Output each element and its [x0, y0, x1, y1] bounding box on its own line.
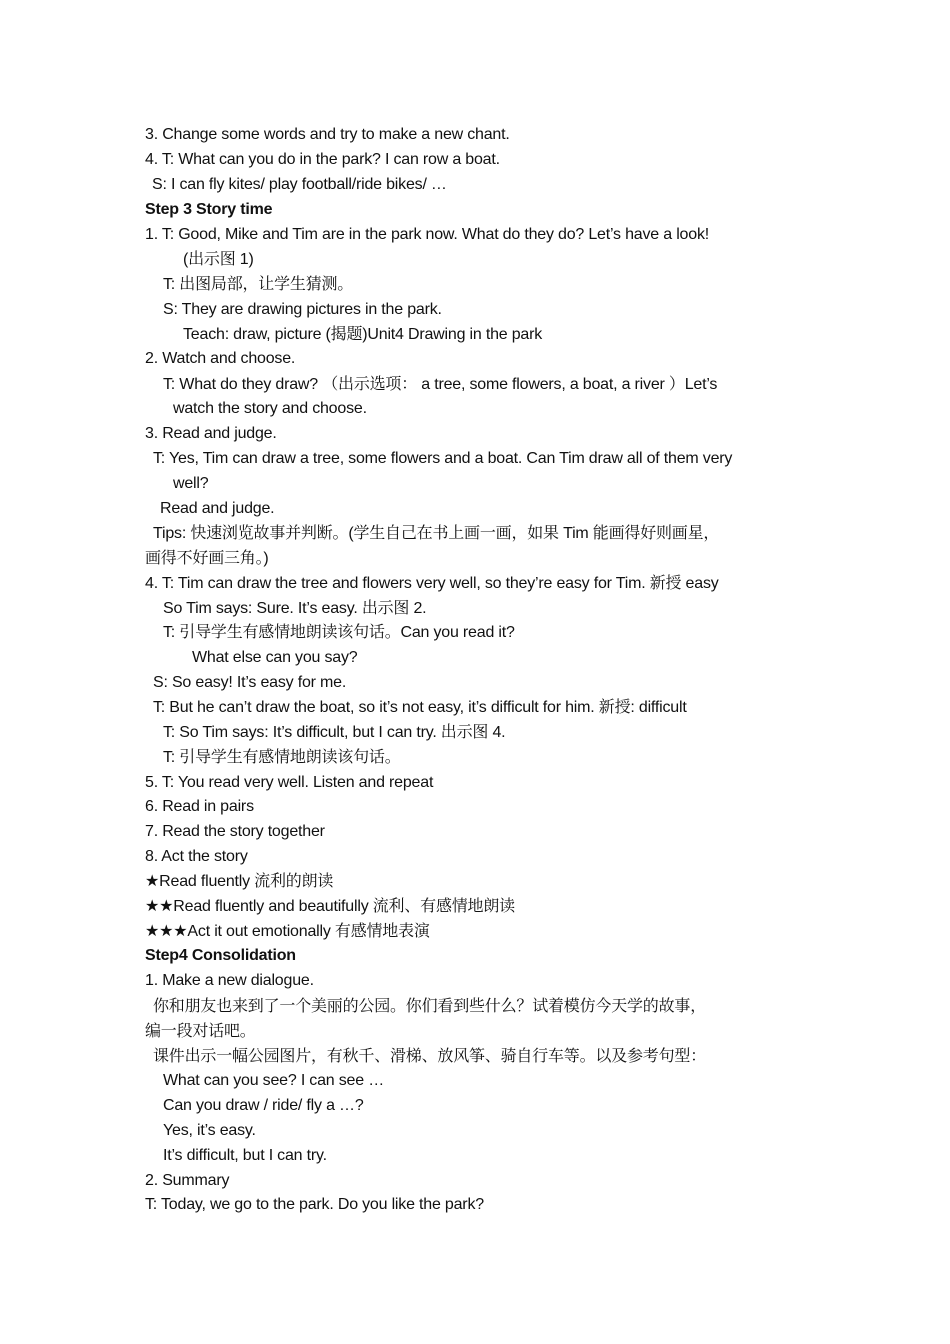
text-line: What can you see? I can see …: [163, 1072, 384, 1089]
text-line: 8. Act the story: [145, 848, 248, 865]
text-line: 1. Make a new dialogue.: [145, 972, 314, 989]
text-line: 3. Change some words and try to make a new chant.: [145, 126, 510, 143]
text-line: S: So easy! It’s easy for me.: [153, 674, 347, 691]
text-line: 课件出示一幅公园图片，有秋千、滑梯、放风筝、骑自行车等。以及参考句型：: [153, 1048, 707, 1065]
text-line: It’s difficult, but I can try.: [163, 1147, 327, 1164]
text-line: T: 引导学生有感情地朗读该句话。: [163, 749, 401, 766]
text-line: 画得不好画三角。): [145, 550, 269, 567]
section-heading: Step4 Consolidation: [145, 947, 296, 964]
text-line: 1. T: Good, Mike and Tim are in the park now. What do they do? Let’s have a look!: [145, 226, 709, 243]
text-line: 6. Read in pairs: [145, 798, 254, 815]
text-line: 5. T: You read very well. Listen and repeat: [145, 774, 434, 791]
text-line: Yes, it’s easy.: [163, 1122, 256, 1139]
text-line: 4. T: Tim can draw the tree and flowers very well, so they’re easy for Tim. 新授 easy: [145, 575, 719, 592]
text-line: Tips: 快速浏览故事并判断。(学生自己在书上画一画，如果 Tim 能画得好则画星，: [153, 525, 720, 542]
text-line: ★★★Act it out emotionally 有感情地表演: [145, 923, 430, 940]
text-line: So Tim says: Sure. It’s easy. 出示图 2.: [163, 600, 427, 617]
text-line: 4. T: What can you do in the park? I can row a boat.: [145, 151, 500, 168]
text-line: T: What do they draw? （出示选项： a tree, some flowers, a boat, a river ）Let’s: [163, 376, 718, 393]
text-line: 3. Read and judge.: [145, 425, 277, 442]
text-line: Read and judge.: [160, 500, 275, 517]
text-line: T: 引导学生有感情地朗读该句话。Can you read it?: [163, 624, 515, 641]
text-line: (出示图 1): [183, 251, 254, 268]
text-line: 你和朋友也来到了一个美丽的公园。你们看到些什么？试着模仿今天学的故事，: [153, 998, 707, 1015]
text-line: 编一段对话吧。: [145, 1023, 256, 1040]
text-line: 7. Read the story together: [145, 823, 325, 840]
text-line: What else can you say?: [192, 649, 358, 666]
text-line: T: 出图局部，让学生猜测。: [163, 276, 354, 293]
text-line: 2. Summary: [145, 1172, 230, 1189]
text-line: watch the story and choose.: [173, 400, 367, 417]
text-line: T: Today, we go to the park. Do you like the park?: [145, 1196, 484, 1213]
text-line: T: But he can’t draw the boat, so it’s not easy, it’s difficult for him. 新授: difficult: [153, 699, 687, 716]
text-line: S: I can fly kites/ play football/ride bikes/ …: [152, 176, 447, 193]
text-line: Can you draw / ride/ fly a …?: [163, 1097, 364, 1114]
text-line: ★★Read fluently and beautifully 流利、有感情地朗读: [145, 898, 515, 915]
text-line: 2. Watch and choose.: [145, 350, 296, 367]
text-line: S: They are drawing pictures in the park.: [163, 301, 442, 318]
section-heading: Step 3 Story time: [145, 201, 273, 218]
text-line: T: Yes, Tim can draw a tree, some flowers and a boat. Can Tim draw all of them very: [153, 450, 733, 467]
text-line: well?: [173, 475, 209, 492]
text-line: T: So Tim says: It’s difficult, but I can try. 出示图 4.: [163, 724, 506, 741]
text-line: ★Read fluently 流利的朗读: [145, 873, 334, 890]
text-line: Teach: draw, picture (揭题)Unit4 Drawing in the park: [183, 326, 543, 343]
